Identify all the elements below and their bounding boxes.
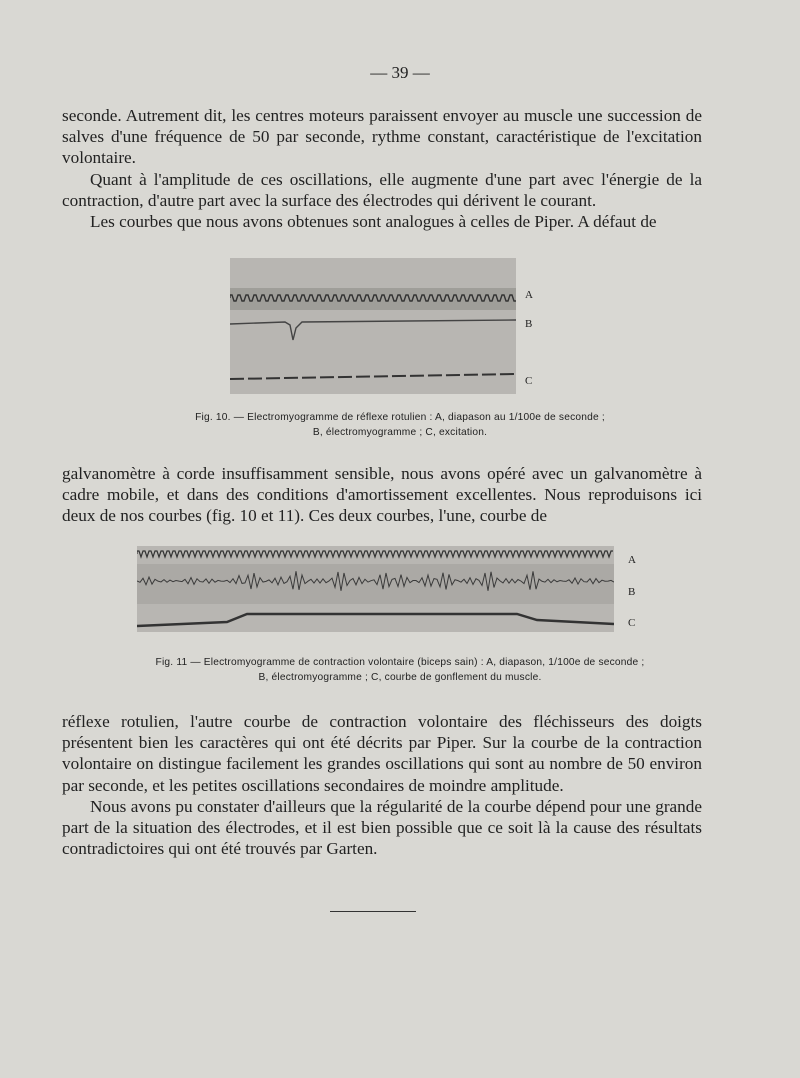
fig11-label-c: C xyxy=(628,617,636,629)
fig11-label-a: A xyxy=(628,554,636,566)
paragraph-3: Les courbes que nous avons obtenues sont analogues à celles de Piper. A défaut de xyxy=(90,212,657,231)
figure-10-traces xyxy=(230,258,516,394)
end-rule xyxy=(330,911,416,912)
page-number: — 39 — xyxy=(370,63,430,82)
figure-10-caption-line1: Fig. 10. — Electromyogramme de réflexe rotulien : A, diapason au 1/100e de seconde ; xyxy=(195,412,605,423)
figure-10-image xyxy=(230,258,516,394)
fig10-label-a: A xyxy=(525,289,533,301)
trace-a xyxy=(137,551,613,557)
figure-10-caption-line2: B, électromyogramme ; C, excitation. xyxy=(312,427,488,438)
paragraph-1: seconde. Autrement dit, les centres moteurs paraissent envoyer au muscle une succession de salves d'une fréquence de 50 par seconde, rythme constant, caractéristique de l'excitation volontaire. xyxy=(62,106,702,168)
figure-11-caption-line1: Fig. 11 — Electromyogramme de contraction volontaire (biceps sain) : A, diapason, 1/100e de seconde ; xyxy=(155,657,645,668)
figure-11-caption-line2: B, électromyogramme ; C, courbe de gonflement du muscle. xyxy=(258,672,542,683)
fig11-label-b: B xyxy=(628,586,636,598)
paragraph-2: Quant à l'amplitude de ces oscillations, elle augmente d'une part avec l'énergie de la contraction, d'autre part avec la surface des électrodes qui dérivent le courant. xyxy=(62,170,702,211)
trace-b xyxy=(230,320,516,340)
figure-11-image xyxy=(137,546,614,632)
fig10-label-c: C xyxy=(525,375,533,387)
figure-11-traces xyxy=(137,546,614,632)
fig10-label-b: B xyxy=(525,318,533,330)
trace-c xyxy=(137,614,614,626)
trace-c xyxy=(230,374,516,379)
paragraph-4: galvanomètre à corde insuffisamment sensible, nous avons opéré avec un galvanomètre à cadre mobile, et dans des conditions d'amortissement excellentes. Nous reproduisons ici deux de nos courbes (fig. 10 et 11). Ces deux courbes, l'une, courbe de xyxy=(62,464,702,526)
paragraph-6: Nous avons pu constater d'ailleurs que la régularité de la courbe dépend pour une grande part de la situation des électrodes, et il est bien possible que ce soit là la cause des résultats contradictoires qui ont été trouvés par Garten. xyxy=(62,797,702,859)
paragraph-5: réflexe rotulien, l'autre courbe de contraction volontaire des fléchisseurs des doigts présentent bien les caractères qui ont été décrits par Piper. Sur la courbe de la contraction volontaire on distingue facilement les grandes oscillations qui sont au nombre de 50 environ par seconde, et les petites oscillations secondaires de moindre amplitude. xyxy=(62,712,702,795)
